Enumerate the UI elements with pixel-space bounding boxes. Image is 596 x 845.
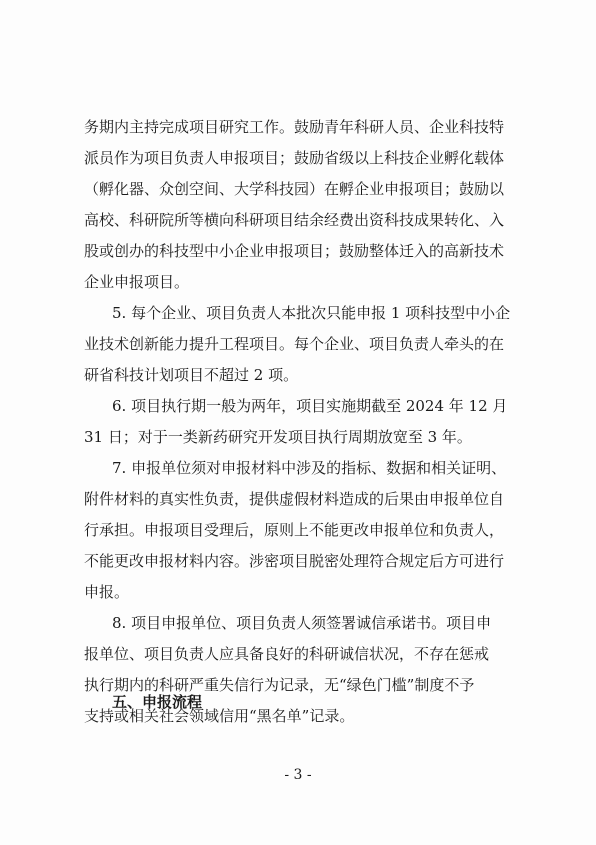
text-line: 派员作为项目负责人申报项目；鼓励省级以上科技企业孵化载体: [84, 149, 505, 167]
text-line: 报单位、项目负责人应具备良好的科研诚信状况，不存在惩戒: [84, 645, 490, 663]
text-line: 研省科技计划项目不超过 2 项。: [84, 366, 299, 384]
text-line: 不能更改申报材料内容。涉密项目脱密处理符合规定后方可进行: [84, 552, 505, 570]
text-line: 附件材料的真实性负责，提供虚假材料造成的后果由申报单位自: [84, 490, 505, 508]
text-line: 企业申报项目。: [84, 273, 190, 291]
section-heading: 五、申报流程: [112, 693, 203, 711]
text-line: 行承担。申报项目受理后，原则上不能更改申报单位和负责人，: [84, 521, 505, 539]
text-line: 支持或相关社会领域信用“黑名单”记录。: [84, 707, 355, 725]
text-line: 申报。: [84, 583, 130, 601]
text-line: 6. 项目执行期一般为两年，项目实施期截至 2024 年 12 月: [112, 397, 508, 415]
page-number: - 3 -: [284, 767, 312, 783]
text-line: 股或创办的科技型中小企业申报项目；鼓励整体迁入的高新技术: [84, 242, 505, 260]
text-line: 31 日；对于一类新药研究开发项目执行周期放宽至 3 年。: [84, 428, 472, 446]
text-line: 8. 项目申报单位、项目负责人须签署诚信承诺书。项目申: [112, 614, 492, 632]
text-line: 5. 每个企业、项目负责人本批次只能申报 1 项科技型中小企: [112, 304, 511, 322]
text-line: 务期内主持完成项目研究工作。鼓励青年科研人员、企业科技特: [84, 118, 505, 136]
text-line: 业技术创新能力提升工程项目。每个企业、项目负责人牵头的在: [84, 335, 505, 353]
text-line: 7. 申报单位须对申报材料中涉及的指标、数据和相关证明、: [112, 459, 507, 477]
text-line: 执行期内的科研严重失信行为记录，无“绿色门槛”制度不予: [84, 676, 475, 694]
text-line: 高校、科研院所等横向科研项目结余经费出资科技成果转化、入: [84, 211, 505, 229]
text-line: （孵化器、众创空间、大学科技园）在孵企业申报项目；鼓励以: [84, 180, 505, 198]
